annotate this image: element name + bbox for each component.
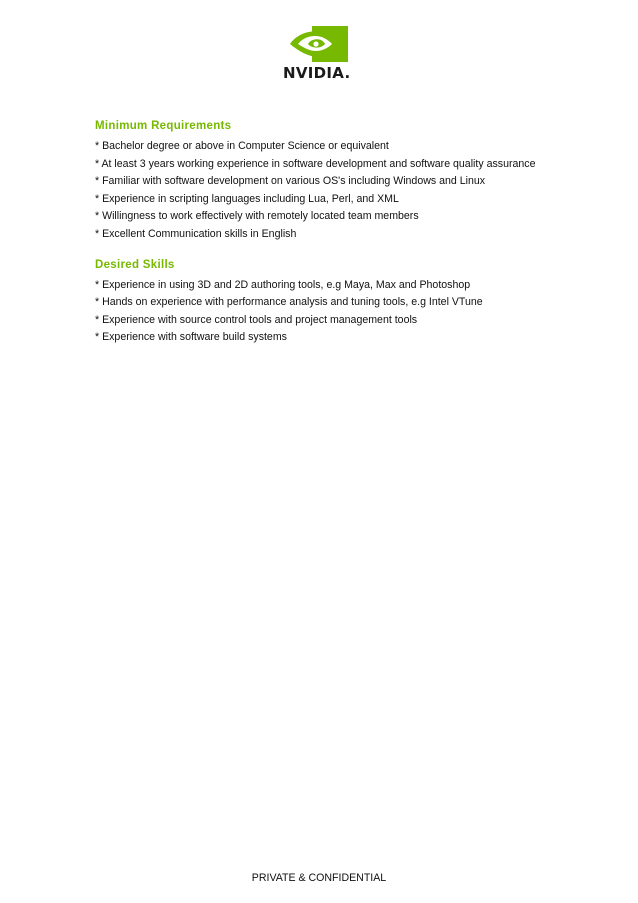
list-item: * Experience with software build systems: [95, 331, 287, 344]
list-item: * Experience with source control tools and project management tools: [95, 313, 418, 326]
section-desired-skills: [95, 257, 555, 347]
list-item: * Excellent Communication skills in English: [95, 227, 297, 240]
confidentiality-footer: PRIVATE & CONFIDENTIAL: [251, 872, 387, 884]
list-item: * Experience in using 3D and 2D authoring tools, e.g Maya, Max and Photoshop: [95, 278, 471, 291]
list-item: * Experience in scripting languages including Lua, Perl, and XML: [95, 192, 399, 205]
nvidia-eye-icon: [288, 26, 348, 62]
list-item: * Familiar with software development on various OS's including Windows and Linux: [95, 175, 486, 188]
nvidia-logo: [279, 26, 359, 88]
section-heading: Desired Skills: [95, 258, 175, 271]
list-item: * At least 3 years working experience in software development and software quality assurance: [95, 157, 536, 170]
nvidia-wordmark: NVIDIA.: [283, 64, 351, 82]
section-heading: Minimum Requirements: [95, 120, 232, 132]
section-minimum-requirements: [95, 118, 555, 244]
list-item: * Hands on experience with performance analysis and tuning tools, e.g Intel VTune: [95, 296, 483, 309]
job-requirements: [95, 118, 555, 347]
list-item: * Bachelor degree or above in Computer Science or equivalent: [95, 140, 389, 152]
list-item: * Willingness to work effectively with remotely located team members: [95, 210, 419, 223]
